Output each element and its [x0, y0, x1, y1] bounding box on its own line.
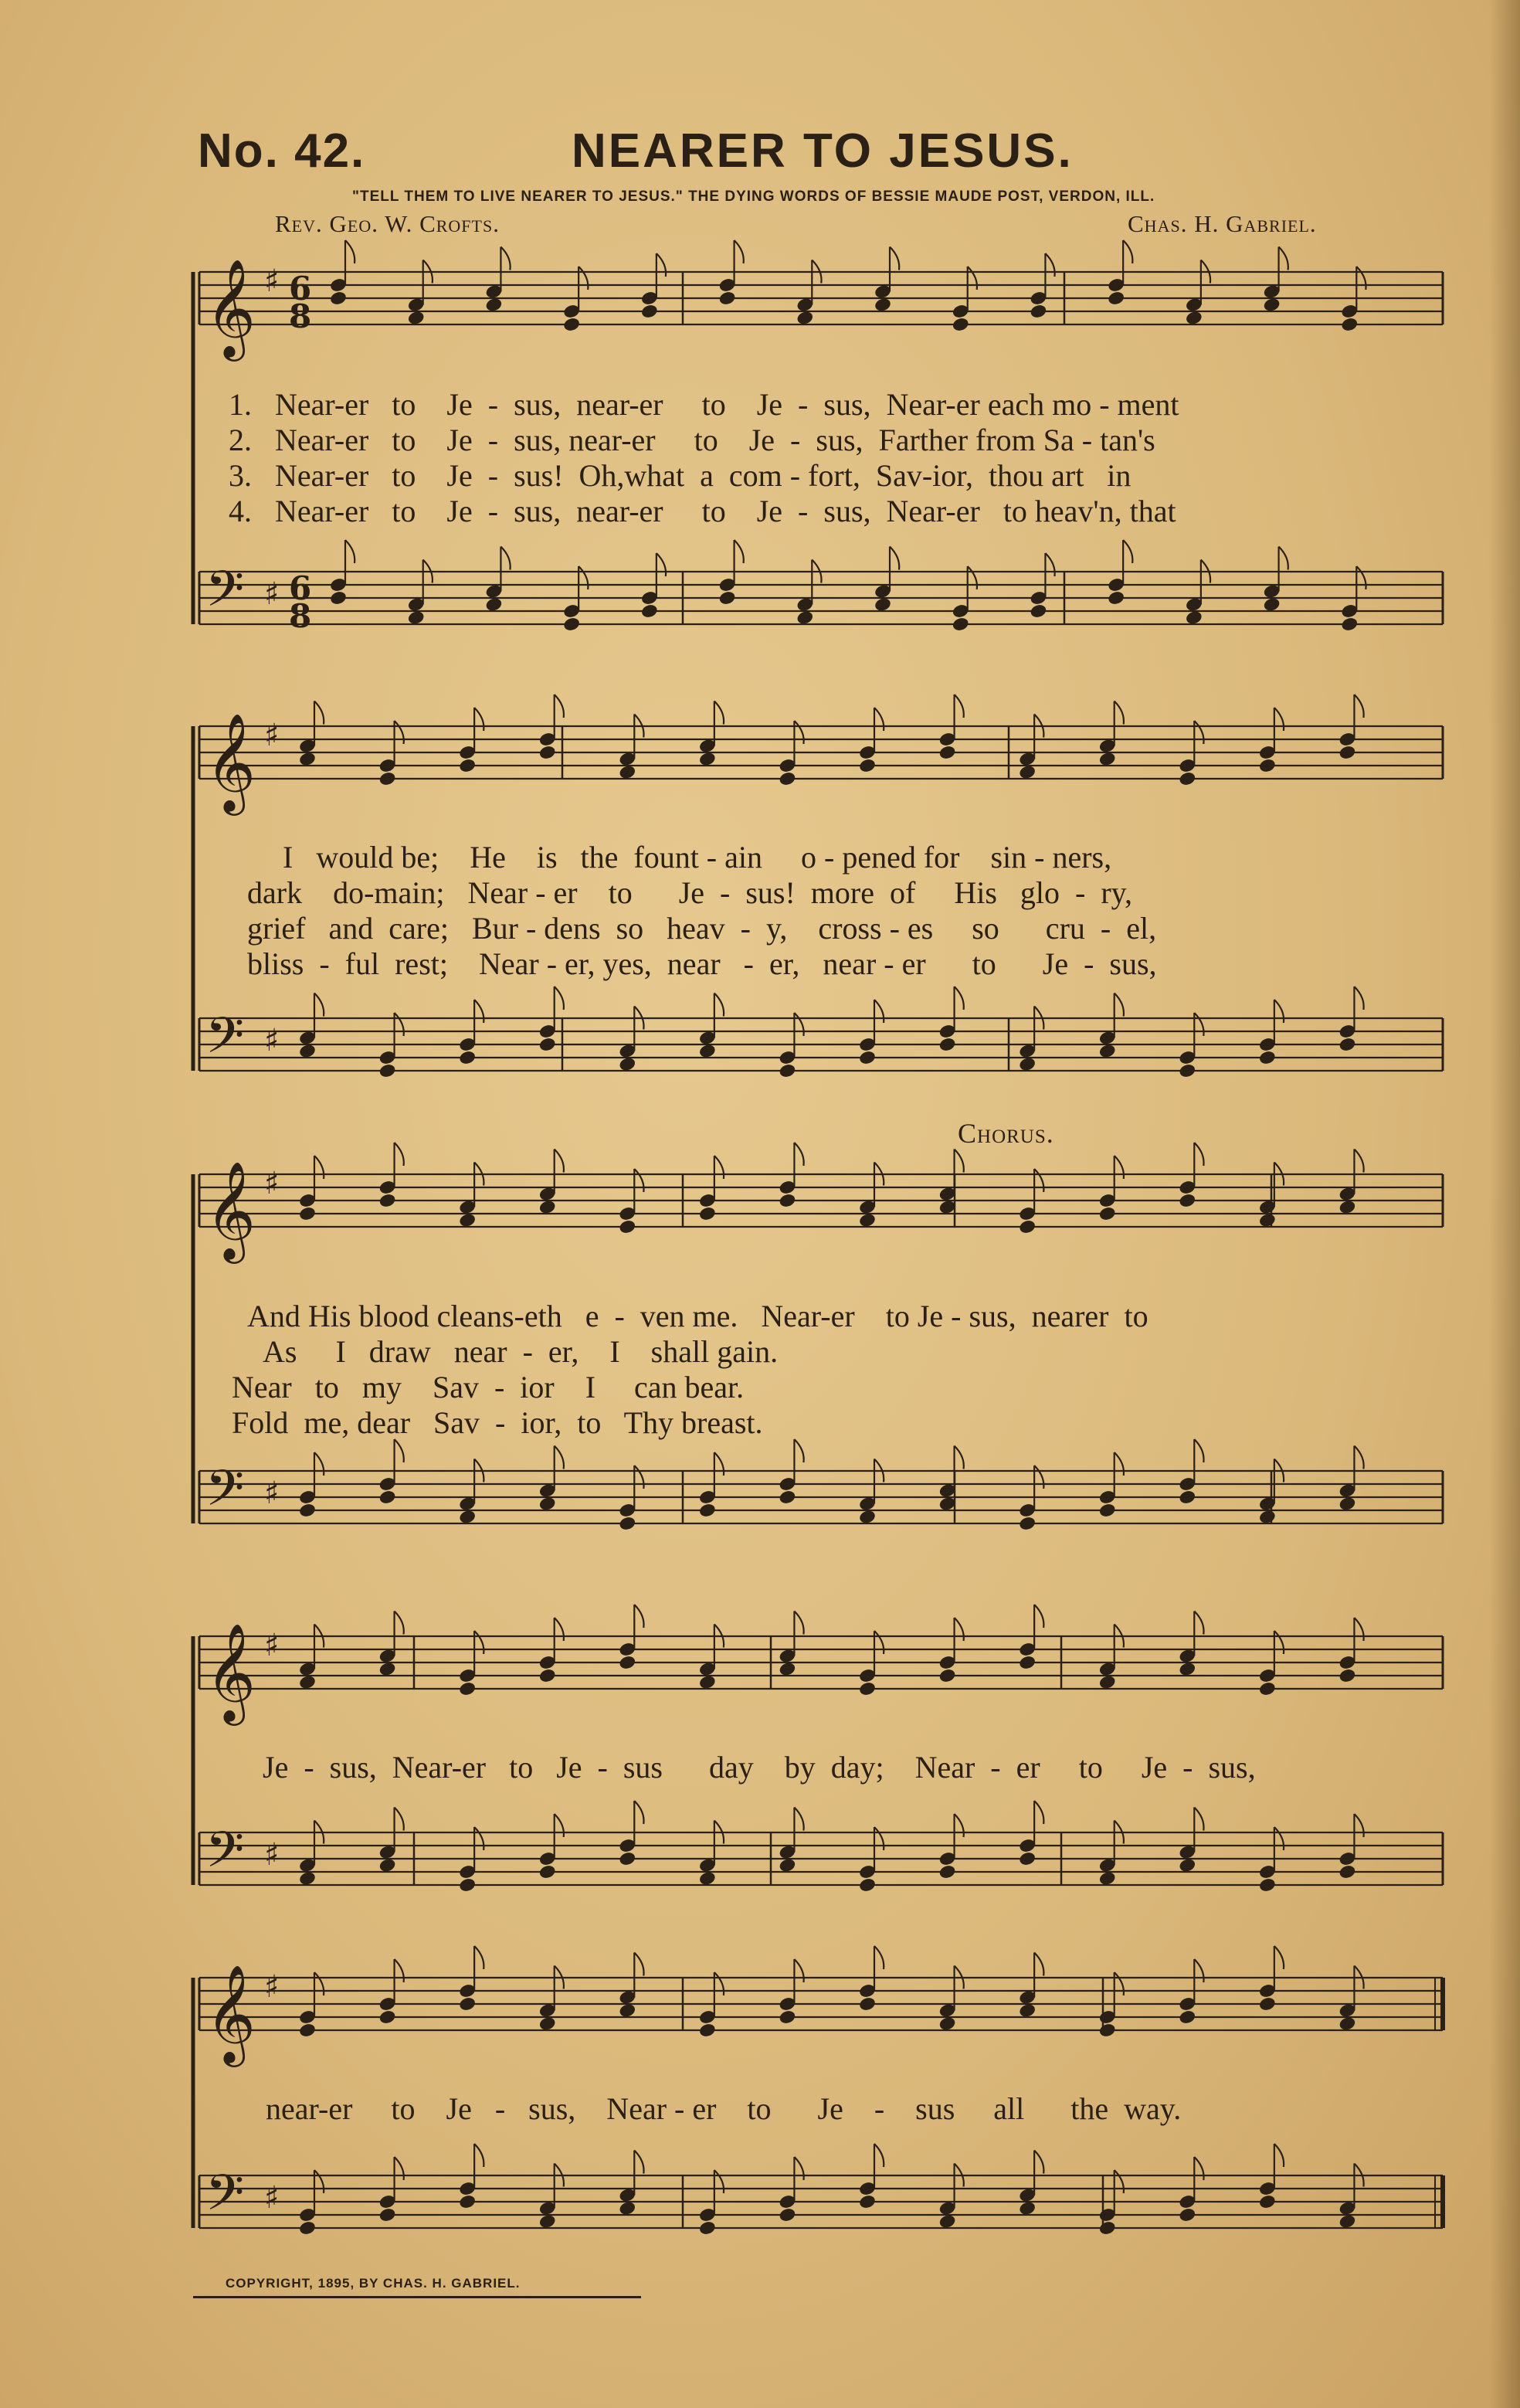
notehead [618, 1056, 636, 1072]
note-flag [890, 547, 899, 570]
notehead [938, 2016, 957, 2032]
notehead [1178, 1489, 1196, 1506]
sharp-icon: ♯ [264, 263, 280, 299]
note-flag [474, 2144, 483, 2167]
notehead [698, 2023, 717, 2039]
notehead [1338, 1037, 1356, 1053]
sharp-icon: ♯ [264, 2180, 280, 2216]
notehead [378, 1857, 397, 1873]
notehead [1018, 764, 1037, 780]
lyric-line: I would be; He is the fount - ain o - pened for sin - ners, [283, 840, 1112, 875]
notehead [1258, 1681, 1277, 1697]
notehead [718, 590, 737, 606]
note-flag [1034, 1953, 1043, 1976]
note-flag [1279, 547, 1288, 570]
notehead [952, 317, 970, 333]
time-signature-bottom: 8 [289, 597, 312, 635]
notehead [407, 310, 426, 326]
notehead [458, 1050, 477, 1066]
note-flag [874, 1827, 884, 1850]
notehead [378, 2009, 397, 2026]
note-flag [1115, 1156, 1124, 1179]
hymn-title: NEARER TO JESUS. [572, 124, 1074, 178]
notehead [1178, 1857, 1196, 1873]
notehead [938, 1864, 957, 1880]
note-flag [1354, 987, 1363, 1010]
sharp-icon: ♯ [264, 576, 280, 612]
notehead [1098, 751, 1117, 767]
composer-credit: Chas. H. Gabriel. [1128, 210, 1317, 237]
note-flag [794, 1013, 803, 1036]
note-flag [634, 1953, 643, 1976]
note-flag [314, 993, 324, 1017]
notehead [458, 1509, 477, 1525]
sharp-icon: ♯ [264, 1166, 280, 1201]
sharp-icon: ♯ [264, 1628, 280, 1663]
note-flag [1274, 708, 1284, 731]
notehead [378, 1489, 397, 1506]
note-flag [1194, 2157, 1203, 2180]
note-flag [657, 553, 666, 576]
note-flag [1045, 253, 1054, 277]
notehead [458, 1996, 477, 2012]
notehead [1178, 1063, 1196, 1079]
note-flag [634, 1605, 643, 1628]
notehead [618, 1219, 636, 1235]
notehead [1107, 290, 1125, 307]
note-flag [1115, 2170, 1124, 2193]
note-flag [474, 1000, 483, 1023]
notehead [1018, 1056, 1037, 1072]
notehead [1018, 1851, 1037, 1867]
note-flag [1274, 1631, 1284, 1654]
note-flag [1354, 1814, 1363, 1837]
notehead [458, 1681, 477, 1697]
notehead [1098, 1206, 1117, 1222]
notehead [1098, 1043, 1117, 1059]
lyric-line: bliss - ful rest; Near - er, yes, near - er, near - er to Je - sus, [247, 946, 1157, 981]
note-flag [314, 1452, 324, 1476]
note-flag [714, 1972, 724, 1995]
notehead [778, 1661, 796, 1677]
note-flag [1034, 1605, 1043, 1628]
notehead [938, 745, 957, 761]
note-flag [1194, 1612, 1203, 1635]
notehead [1098, 2220, 1117, 2236]
treble-clef-icon: 𝄞 [205, 712, 256, 811]
note-flag [1115, 1972, 1124, 1995]
notehead [1018, 1219, 1037, 1235]
notehead [1258, 2194, 1277, 2210]
notehead [1098, 2023, 1117, 2039]
notehead [298, 1870, 317, 1887]
hymn-number: No. 42. [198, 124, 366, 178]
notehead [1338, 2016, 1356, 2032]
notehead [538, 1668, 557, 1684]
note-flag [968, 267, 977, 290]
note-flag [714, 993, 724, 1017]
notehead [538, 2016, 557, 2032]
bass-clef-icon: 𝄢 [205, 1007, 245, 1077]
notehead [858, 1877, 877, 1893]
notehead [718, 290, 737, 307]
note-flag [634, 2151, 643, 2174]
notehead [698, 1043, 717, 1059]
sharp-icon: ♯ [264, 718, 280, 753]
notehead [1018, 1655, 1037, 1671]
notehead [1018, 2002, 1037, 2019]
notehead [378, 1063, 397, 1079]
note-flag [955, 987, 964, 1010]
note-flag [1194, 1439, 1203, 1462]
note-flag [314, 2170, 324, 2193]
sharp-icon: ♯ [264, 1023, 280, 1058]
notehead [874, 596, 892, 613]
notehead [1338, 1496, 1356, 1512]
notehead [698, 2220, 717, 2236]
notehead [1338, 1864, 1356, 1880]
notehead [778, 1489, 796, 1506]
note-flag [874, 2144, 884, 2167]
note-flag [395, 1143, 404, 1166]
note-flag [634, 1466, 643, 1489]
notehead [1258, 1509, 1277, 1525]
note-flag [474, 708, 483, 731]
notehead [538, 1199, 557, 1215]
notehead [1340, 616, 1359, 633]
note-flag [395, 1013, 404, 1036]
lyric-line: Near to my Sav - ior I can bear. [232, 1370, 745, 1404]
notehead [298, 1206, 317, 1222]
notehead [1029, 603, 1047, 620]
note-flag [474, 1631, 483, 1654]
notehead [329, 290, 348, 307]
notehead [938, 1668, 957, 1684]
notehead [1263, 596, 1281, 613]
lyric-line: dark do-main; Near - er to Je - sus! more of His glo - ry, [247, 875, 1133, 910]
note-flag [794, 1808, 803, 1831]
notehead [618, 2200, 636, 2216]
notehead [1178, 1193, 1196, 1209]
lyric-line: Fold me, dear Sav - ior, to Thy breast. [232, 1405, 763, 1440]
notehead [1185, 610, 1203, 626]
note-flag [500, 547, 510, 570]
lyric-line: Je - sus, Near-er to Je - sus day by day; Near - er to Je - sus, [263, 1750, 1256, 1785]
notehead [538, 1496, 557, 1512]
note-flag [578, 267, 588, 290]
notehead [378, 771, 397, 787]
notehead [1029, 304, 1047, 320]
note-flag [1354, 695, 1363, 718]
note-flag [345, 540, 355, 563]
notehead [458, 758, 477, 774]
lyric-line: As I draw near - er, I shall gain. [263, 1334, 779, 1369]
notehead [1098, 1503, 1117, 1519]
note-flag [1274, 1000, 1284, 1023]
note-flag [1354, 1150, 1363, 1173]
note-flag [794, 1439, 803, 1462]
treble-clef-icon: 𝄞 [205, 1964, 256, 2063]
note-flag [874, 1946, 884, 1969]
note-flag [794, 2157, 803, 2180]
note-flag [1194, 721, 1203, 744]
notehead [1185, 310, 1203, 326]
notehead [1098, 1870, 1117, 1887]
note-flag [1274, 2144, 1284, 2167]
notehead [458, 2194, 477, 2210]
notehead [778, 1857, 796, 1873]
notehead [1338, 745, 1356, 761]
note-flag [578, 566, 588, 589]
note-flag [714, 2170, 724, 2193]
notehead [858, 1681, 877, 1697]
notehead [1338, 1199, 1356, 1215]
time-signature-bottom: 8 [289, 297, 312, 335]
note-flag [474, 1827, 483, 1850]
note-flag [555, 1446, 564, 1469]
notehead [778, 1193, 796, 1209]
notehead [858, 1509, 877, 1525]
notehead [1178, 2207, 1196, 2223]
notehead [796, 310, 814, 326]
note-flag [395, 1439, 404, 1462]
note-flag [735, 240, 744, 263]
note-flag [555, 1814, 564, 1837]
notehead [1263, 297, 1281, 313]
treble-clef-icon: 𝄞 [205, 258, 256, 357]
notehead [858, 1212, 877, 1228]
lyric-line: 4. Near-er to Je - sus, near-er to Je - sus, Near-er to heav'n, that [229, 494, 1176, 528]
notehead [378, 1193, 397, 1209]
note-flag [1194, 1808, 1203, 1831]
note-flag [1034, 1466, 1043, 1489]
note-flag [555, 1150, 564, 1173]
sharp-icon: ♯ [264, 1476, 280, 1511]
time-signature-top: 6 [289, 270, 312, 307]
note-flag [345, 240, 355, 263]
notehead [1340, 317, 1359, 333]
treble-clef-icon: 𝄞 [205, 1160, 256, 1259]
note-flag [1194, 1013, 1203, 1036]
notehead [698, 1206, 717, 1222]
note-flag [955, 1618, 964, 1641]
note-flag [1354, 1446, 1363, 1469]
notehead [538, 1864, 557, 1880]
notehead [938, 1037, 957, 1053]
notehead [1258, 1877, 1277, 1893]
note-flag [1123, 240, 1132, 263]
note-flag [955, 695, 964, 718]
notehead [484, 596, 503, 613]
notehead [484, 297, 503, 313]
note-flag [1045, 553, 1054, 576]
notehead [1018, 1516, 1037, 1532]
lyric-line: near-er to Je - sus, Near - er to Je - sus all the way. [266, 2091, 1182, 2126]
note-flag [794, 1959, 803, 1982]
note-flag [314, 701, 324, 725]
note-flag [1115, 701, 1124, 725]
notehead [1258, 758, 1277, 774]
notehead [1258, 1212, 1277, 1228]
notehead [1107, 590, 1125, 606]
notehead [874, 297, 892, 313]
notehead [698, 1674, 717, 1690]
note-flag [1354, 1618, 1363, 1641]
copyright-notice: COPYRIGHT, 1895, BY CHAS. H. GABRIEL. [226, 2276, 521, 2291]
notehead [1338, 2213, 1356, 2230]
chorus-label: Chorus. [958, 1118, 1054, 1149]
notehead [778, 2009, 796, 2026]
notehead [298, 1043, 317, 1059]
sharp-icon: ♯ [264, 1969, 280, 2005]
notehead [1178, 2009, 1196, 2026]
notehead [796, 610, 814, 626]
notehead [298, 2220, 317, 2236]
notehead [858, 2194, 877, 2210]
note-flag [1034, 1169, 1043, 1192]
notehead [618, 1655, 636, 1671]
notehead [538, 2213, 557, 2230]
note-flag [555, 987, 564, 1010]
notehead [698, 751, 717, 767]
note-flag [794, 1143, 803, 1166]
notehead [952, 616, 970, 633]
dedication: "TELL THEM TO LIVE NEARER TO JESUS." THE DYING WORDS OF BESSIE MAUDE POST, VERDON, ILL. [352, 188, 1155, 205]
note-flag [968, 566, 977, 589]
author-credit: Rev. Geo. W. Crofts. [275, 210, 500, 237]
notehead [858, 1050, 877, 1066]
notehead [298, 1503, 317, 1519]
note-flag [395, 1808, 404, 1831]
note-flag [714, 701, 724, 725]
note-flag [794, 1612, 803, 1635]
notehead [329, 590, 348, 606]
notehead [298, 1674, 317, 1690]
lyric-line: 1. Near-er to Je - sus, near-er to Je - sus, Near-er each mo - ment [229, 387, 1179, 422]
bass-clef-icon: 𝄢 [205, 561, 245, 630]
note-flag [1356, 267, 1366, 290]
notehead [562, 317, 581, 333]
note-flag [1356, 566, 1366, 589]
notehead [858, 1996, 877, 2012]
note-flag [555, 695, 564, 718]
notehead [562, 616, 581, 633]
notehead [378, 2207, 397, 2223]
notehead [538, 1037, 557, 1053]
notehead [618, 2002, 636, 2019]
note-flag [874, 708, 884, 731]
note-flag [955, 1814, 964, 1837]
lyric-line: 2. Near-er to Je - sus, near-er to Je - sus, Farther from Sa - tan's [229, 423, 1155, 457]
note-flag [1034, 1801, 1043, 1824]
note-flag [1034, 2151, 1043, 2174]
note-flag [634, 1801, 643, 1824]
bass-clef-icon: 𝄢 [205, 2165, 245, 2234]
note-flag [1194, 1143, 1203, 1166]
note-flag [890, 247, 899, 270]
notehead [1098, 1674, 1117, 1690]
notehead [298, 2023, 317, 2039]
notehead [378, 1661, 397, 1677]
note-flag [735, 540, 744, 563]
note-flag [500, 247, 510, 270]
treble-clef-icon: 𝄞 [205, 1622, 256, 1721]
notehead [640, 603, 659, 620]
note-flag [1274, 1946, 1284, 1969]
notehead [407, 610, 426, 626]
note-flag [1194, 1959, 1203, 1982]
notehead [778, 771, 796, 787]
notehead [618, 764, 636, 780]
note-flag [874, 1000, 884, 1023]
notehead [1338, 1668, 1356, 1684]
note-flag [314, 1156, 324, 1179]
time-signature-top: 6 [289, 569, 312, 607]
notehead [778, 1063, 796, 1079]
bass-clef-icon: 𝄢 [205, 1822, 245, 1891]
lyric-line: 3. Near-er to Je - sus! Oh,what a com - fort, Sav-ior, thou art in [229, 458, 1132, 493]
note-flag [1115, 993, 1124, 1017]
note-flag [714, 1452, 724, 1476]
notehead [1018, 2200, 1037, 2216]
notehead [458, 1877, 477, 1893]
notehead [298, 751, 317, 767]
notehead [1178, 1661, 1196, 1677]
note-flag [395, 1959, 404, 1982]
sharp-icon: ♯ [264, 1837, 280, 1873]
note-flag [314, 1972, 324, 1995]
note-flag [1279, 247, 1288, 270]
notehead [618, 1516, 636, 1532]
notehead [698, 1503, 717, 1519]
notehead [640, 304, 659, 320]
notehead [1258, 1996, 1277, 2012]
note-flag [1123, 540, 1132, 563]
note-flag [395, 1612, 404, 1635]
note-flag [657, 253, 666, 277]
note-flag [474, 1946, 483, 1969]
note-flag [874, 1631, 884, 1654]
notehead [938, 2213, 957, 2230]
note-flag [555, 1618, 564, 1641]
note-flag [1115, 1452, 1124, 1476]
notehead [538, 745, 557, 761]
notehead [698, 1870, 717, 1887]
note-flag [955, 1150, 964, 1173]
copyright-rule [193, 2296, 641, 2298]
notehead [778, 2207, 796, 2223]
lyric-line: And His blood cleans-eth e - ven me. Near-er to Je - sus, nearer to [247, 1299, 1148, 1333]
notehead [1258, 1050, 1277, 1066]
notehead [1178, 771, 1196, 787]
note-flag [714, 1156, 724, 1179]
notehead [618, 1851, 636, 1867]
note-flag [634, 1169, 643, 1192]
notehead [458, 1212, 477, 1228]
note-flag [1274, 1827, 1284, 1850]
bass-clef-icon: 𝄢 [205, 1460, 245, 1530]
note-flag [794, 721, 803, 744]
note-flag [955, 1446, 964, 1469]
note-flag [395, 2157, 404, 2180]
note-flag [395, 721, 404, 744]
lyric-line: grief and care; Bur - dens so heav - y, cross - es so cru - el, [247, 911, 1157, 946]
notehead [858, 758, 877, 774]
